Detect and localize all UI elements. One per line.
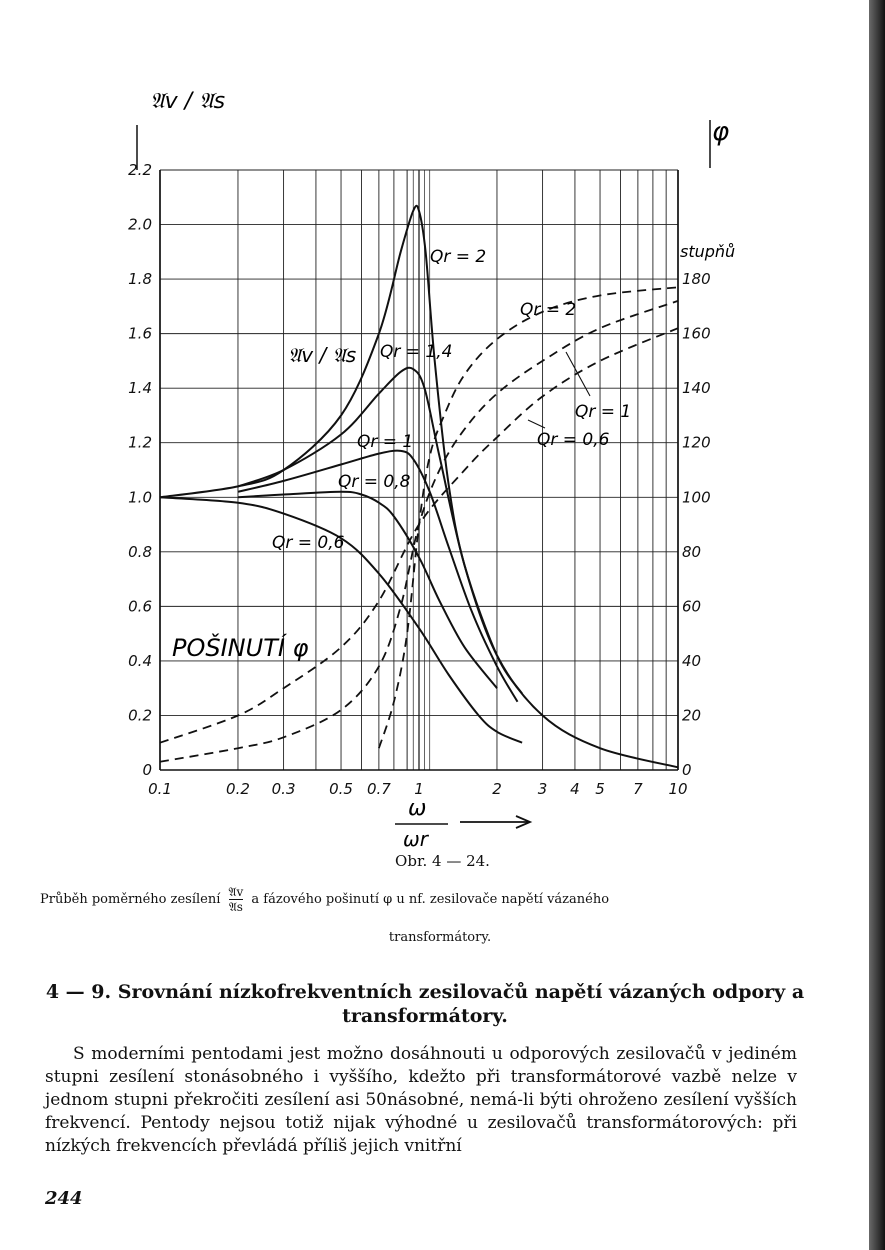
- figure-caption: [40, 885, 840, 914]
- y-left-tick-8: 1.6: [128, 324, 152, 343]
- y-left-tick-4: 0.8: [128, 542, 152, 561]
- caption-fraction-num: 𝔄v: [228, 885, 244, 899]
- caption-text-end: a fázového pošinutí φ u nf. zesilovače napětí vázaného: [251, 892, 610, 907]
- y-right-tick-5: 100: [682, 488, 711, 507]
- figure-number: Obr. 4 — 24.: [395, 852, 490, 870]
- y-right-tick-9: 180: [682, 270, 711, 289]
- y-left-tick-6: 1.2: [128, 433, 152, 452]
- y-right-tick-3: 60: [682, 597, 702, 616]
- figure-caption-line2: transformátory.: [388, 930, 492, 945]
- phase-label-qr-2: Qr = 2: [520, 300, 577, 320]
- amp-label-qr-0-6: Qr = 0,6: [272, 533, 345, 553]
- y-right-tick-1: 20: [682, 706, 702, 725]
- amp-label-qr-0-8: Qr = 0,8: [338, 472, 411, 492]
- x-label-denominator: ωr: [403, 827, 428, 850]
- y-left-label: 𝔄v / 𝔄s: [150, 89, 226, 114]
- y-right-unit: stupňů: [680, 242, 736, 261]
- phase-label-qr-0-6: Qr = 0,6: [537, 430, 610, 450]
- x-label-numerator: ω: [408, 796, 427, 821]
- caption-fraction: [229, 885, 244, 914]
- x-tick-9: 5: [595, 780, 605, 798]
- x-tick-7: 3: [537, 780, 548, 798]
- page-number: 244: [45, 1188, 83, 1209]
- x-tick-3: 0.5: [329, 780, 353, 798]
- x-tick-1: 0.2: [226, 780, 250, 798]
- y-right-tick-0: 0: [682, 761, 692, 779]
- y-left-tick-7: 1.4: [128, 379, 152, 398]
- amp-label-qr-2: Qr = 2: [430, 247, 487, 267]
- x-tick-5: 1: [414, 780, 424, 798]
- x-tick-6: 2: [492, 780, 502, 798]
- phase-pointer-qr-1: [566, 352, 590, 396]
- section-body: S moderními pentodami jest možno dosáhnouti u odporových zesilovačů v jediném stupni zesílení stonásobného i vyššího, kdežto při transformátorové vazbě nelze v jednom stupni překročiti zesílení asi 50násobné, nemá-li býti ohroženo zesílení vyšších frekvencí. Pentody nejsou totiž nijak výhodné u zesilovačů transformátorových: při nízkých frekvencích převládá příliš jejich vnitřní: [45, 1044, 797, 1156]
- y-right-tick-8: 160: [682, 324, 711, 343]
- y-left-tick-11: 2.2: [128, 161, 152, 179]
- x-tick-11: 10: [668, 780, 688, 798]
- y-right-label: φ: [712, 117, 730, 147]
- y-left-tick-5: 1.0: [128, 488, 152, 507]
- y-left-tick-0: 0: [142, 761, 152, 779]
- caption-fraction-den: 𝔄s: [228, 900, 243, 914]
- y-right-tick-4: 80: [682, 542, 702, 561]
- y-left-tick-3: 0.6: [128, 597, 152, 616]
- phase-label: POŠINUTÍ φ: [172, 634, 309, 662]
- phase-label-qr-1: Qr = 1: [575, 402, 632, 422]
- amp-label-qr-1-4: Qr = 1,4: [380, 342, 453, 362]
- y-right-tick-2: 40: [682, 651, 702, 670]
- y-right-tick-7: 140: [682, 379, 711, 398]
- section-heading: 4 — 9. Srovnání nízkofrekventních zesilovačů napětí vázaných odpory a transformátory.: [45, 981, 805, 1027]
- x-tick-2: 0.3: [271, 780, 296, 798]
- curve-ratio-label: 𝔄v / 𝔄s: [288, 343, 357, 367]
- amp-label-qr-1: Qr = 1: [357, 432, 414, 452]
- y-left-tick-9: 1.8: [128, 270, 152, 289]
- y-left-tick-1: 0.2: [128, 706, 152, 725]
- x-tick-10: 7: [633, 780, 643, 798]
- x-tick-0: 0.1: [148, 780, 172, 798]
- x-tick-4: 0.7: [366, 780, 391, 798]
- y-right-tick-6: 120: [682, 433, 711, 452]
- y-left-tick-10: 2.0: [128, 215, 152, 234]
- y-left-tick-2: 0.4: [128, 651, 152, 670]
- x-tick-8: 4: [570, 780, 580, 798]
- caption-text-start: Průběh poměrného zesílení: [40, 892, 221, 907]
